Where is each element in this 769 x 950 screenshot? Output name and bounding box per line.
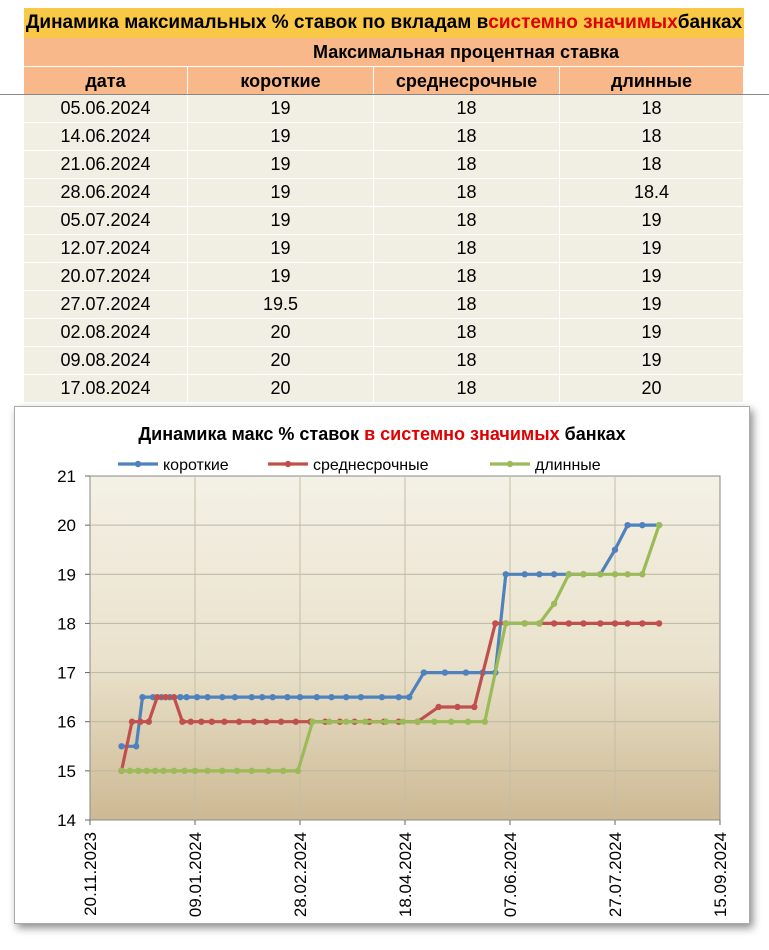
data-point-medium <box>435 704 441 710</box>
data-point-medium <box>154 694 160 700</box>
cell-date: 09.08.2024 <box>24 347 188 375</box>
data-point-long <box>152 768 158 774</box>
data-point-medium <box>236 719 242 725</box>
cell-long: 19 <box>560 319 744 347</box>
cell-date: 27.07.2024 <box>24 291 188 319</box>
table-row <box>24 375 744 403</box>
header-corner-cell <box>24 38 188 66</box>
y-tick-label: 16 <box>57 712 76 732</box>
legend-label-medium: среднесрочные <box>313 457 429 474</box>
data-point-short <box>624 522 630 528</box>
data-point-medium <box>263 719 269 725</box>
data-point-long <box>431 719 437 725</box>
cell-long: 19 <box>560 263 744 291</box>
data-point-long <box>204 768 210 774</box>
data-point-short <box>406 694 412 700</box>
data-point-long <box>580 571 586 577</box>
data-point-medium <box>146 719 152 725</box>
data-point-long <box>234 768 240 774</box>
chart-title-title-part1: Динамика макс % ставок <box>138 424 365 444</box>
data-point-long <box>160 768 166 774</box>
data-point-long <box>181 768 187 774</box>
table-row <box>24 347 744 375</box>
data-point-long <box>656 522 662 528</box>
data-point-long <box>414 719 420 725</box>
cell-date: 14.06.2024 <box>24 123 188 151</box>
data-point-short <box>284 694 290 700</box>
data-point-short <box>442 669 448 675</box>
cell-date: 02.08.2024 <box>24 319 188 347</box>
cell-date: 17.08.2024 <box>24 375 188 403</box>
cell-long: 19 <box>560 207 744 235</box>
data-point-long <box>326 719 332 725</box>
table-title-part1: Динамика максимальных % ставок по вкладам в <box>25 12 489 33</box>
data-point-long <box>503 620 509 626</box>
cell-short: 20 <box>188 375 374 403</box>
y-tick-label: 20 <box>57 516 76 536</box>
data-point-long <box>192 768 198 774</box>
data-point-medium <box>597 620 603 626</box>
data-point-medium <box>471 704 477 710</box>
chart-title <box>138 424 625 444</box>
cell-short: 20 <box>188 319 374 347</box>
cell-short: 19 <box>188 263 374 291</box>
cell-long: 19 <box>560 291 744 319</box>
data-point-medium <box>129 719 135 725</box>
data-point-short <box>232 694 238 700</box>
legend-marker-short <box>135 461 141 467</box>
cell-long: 18.4 <box>560 179 744 207</box>
data-point-long <box>280 768 286 774</box>
data-point-medium <box>624 620 630 626</box>
data-point-short <box>118 743 124 749</box>
data-point-short <box>358 694 364 700</box>
data-point-short <box>421 669 427 675</box>
data-point-long <box>249 768 255 774</box>
data-point-medium <box>198 719 204 725</box>
data-point-long <box>127 768 133 774</box>
chart-area <box>14 406 750 924</box>
data-point-short <box>463 669 469 675</box>
rates-table <box>24 95 744 403</box>
data-point-long <box>448 719 454 725</box>
data-point-long <box>135 768 141 774</box>
cell-short: 19 <box>188 123 374 151</box>
data-point-medium <box>492 620 498 626</box>
data-point-long <box>265 768 271 774</box>
cell-date: 12.07.2024 <box>24 235 188 263</box>
cell-short: 19 <box>188 207 374 235</box>
y-tick-label: 15 <box>57 761 76 781</box>
data-point-long <box>295 768 301 774</box>
data-point-medium <box>162 694 168 700</box>
data-point-long <box>362 719 368 725</box>
cell-short: 19 <box>188 151 374 179</box>
line-chart <box>15 407 749 923</box>
data-point-medium <box>580 620 586 626</box>
data-point-long <box>522 620 528 626</box>
x-tick-label: 15.09.2024 <box>711 832 730 918</box>
cell-short: 19 <box>188 235 374 263</box>
data-point-long <box>612 571 618 577</box>
data-point-long <box>219 768 225 774</box>
data-point-medium <box>551 620 557 626</box>
data-point-medium <box>278 719 284 725</box>
data-point-long <box>639 571 645 577</box>
data-point-long <box>536 620 542 626</box>
data-point-long <box>597 571 603 577</box>
x-tick-label: 09.01.2024 <box>186 832 205 918</box>
column-header-long: длинные <box>560 67 744 95</box>
data-point-short <box>219 694 225 700</box>
cell-medium: 18 <box>374 319 560 347</box>
cell-date: 20.07.2024 <box>24 263 188 291</box>
cell-short: 19 <box>188 179 374 207</box>
cell-medium: 18 <box>374 123 560 151</box>
data-point-long <box>171 768 177 774</box>
data-point-short <box>396 694 402 700</box>
cell-long: 18 <box>560 123 744 151</box>
table-row <box>24 151 744 179</box>
cell-short: 19.5 <box>188 291 374 319</box>
data-point-long <box>482 719 488 725</box>
data-point-short <box>270 694 276 700</box>
data-point-long <box>566 571 572 577</box>
data-point-short <box>328 694 334 700</box>
legend-marker-medium <box>285 461 291 467</box>
data-point-medium <box>639 620 645 626</box>
y-tick-label: 18 <box>57 614 76 634</box>
x-tick-label: 28.02.2024 <box>291 832 310 918</box>
data-point-medium <box>612 620 618 626</box>
chart-title-title-part2: банках <box>559 424 626 444</box>
data-point-short <box>183 694 189 700</box>
cell-long: 19 <box>560 235 744 263</box>
data-point-medium <box>656 620 662 626</box>
column-header-row <box>24 67 744 95</box>
table-row <box>24 263 744 291</box>
table-row <box>24 179 744 207</box>
data-point-medium <box>137 719 143 725</box>
data-point-long <box>400 719 406 725</box>
data-point-medium <box>221 719 227 725</box>
data-point-short <box>177 694 183 700</box>
data-point-long <box>144 768 150 774</box>
data-point-short <box>379 694 385 700</box>
cell-long: 18 <box>560 151 744 179</box>
cell-medium: 18 <box>374 263 560 291</box>
data-point-long <box>624 571 630 577</box>
data-point-medium <box>251 719 257 725</box>
data-point-short <box>522 571 528 577</box>
table-row <box>24 207 744 235</box>
y-tick-label: 14 <box>57 811 76 830</box>
cell-medium: 18 <box>374 207 560 235</box>
data-point-long <box>383 719 389 725</box>
cell-date: 05.06.2024 <box>24 95 188 123</box>
data-point-short <box>536 571 542 577</box>
cell-long: 20 <box>560 375 744 403</box>
cell-short: 20 <box>188 347 374 375</box>
cell-date: 28.06.2024 <box>24 179 188 207</box>
data-point-short <box>639 522 645 528</box>
table-title-part2: банках <box>677 12 743 33</box>
cell-medium: 18 <box>374 151 560 179</box>
data-point-short <box>194 694 200 700</box>
data-point-short <box>139 694 145 700</box>
cell-medium: 18 <box>374 179 560 207</box>
column-header-medium: среднесрочные <box>374 67 560 95</box>
data-point-medium <box>171 694 177 700</box>
data-point-short <box>204 694 210 700</box>
cell-long: 19 <box>560 347 744 375</box>
cell-medium: 18 <box>374 235 560 263</box>
table-title-highlight: системно значимых <box>488 12 678 33</box>
cell-medium: 18 <box>374 375 560 403</box>
data-point-short <box>259 694 265 700</box>
data-point-medium <box>454 704 460 710</box>
data-point-medium <box>188 719 194 725</box>
legend-marker-long <box>507 461 513 467</box>
table-title <box>24 8 744 38</box>
table-row <box>24 291 744 319</box>
x-tick-label: 27.07.2024 <box>606 832 625 918</box>
cell-medium: 18 <box>374 291 560 319</box>
data-point-short <box>249 694 255 700</box>
chart-title-title-highlight: в системно значимых <box>364 424 560 444</box>
cell-medium: 18 <box>374 95 560 123</box>
x-tick-label: 07.06.2024 <box>501 832 520 918</box>
data-point-long <box>465 719 471 725</box>
data-point-short <box>297 694 303 700</box>
data-point-long <box>343 719 349 725</box>
table-row <box>24 95 744 123</box>
cell-medium: 18 <box>374 347 560 375</box>
data-point-long <box>551 601 557 607</box>
data-point-long <box>309 719 315 725</box>
data-point-medium <box>179 719 185 725</box>
data-point-short <box>343 694 349 700</box>
data-point-short <box>612 547 618 553</box>
table-row <box>24 319 744 347</box>
data-point-short <box>551 571 557 577</box>
table-row <box>24 235 744 263</box>
x-tick-label: 18.04.2024 <box>396 832 415 918</box>
data-point-medium <box>566 620 572 626</box>
data-point-short <box>503 571 509 577</box>
group-header: Максимальная процентная ставка <box>188 38 744 66</box>
data-point-medium <box>293 719 299 725</box>
legend-label-short: короткие <box>163 457 229 474</box>
y-tick-label: 21 <box>57 467 76 486</box>
column-header-short: короткие <box>188 67 374 95</box>
data-point-long <box>118 768 124 774</box>
data-point-short <box>133 743 139 749</box>
y-tick-label: 19 <box>57 565 76 585</box>
data-point-short <box>314 694 320 700</box>
cell-long: 18 <box>560 95 744 123</box>
cell-date: 05.07.2024 <box>24 207 188 235</box>
y-tick-label: 17 <box>57 663 76 683</box>
x-tick-label: 20.11.2023 <box>81 832 100 916</box>
cell-short: 19 <box>188 95 374 123</box>
cell-date: 21.06.2024 <box>24 151 188 179</box>
legend-label-long: длинные <box>535 457 601 474</box>
data-point-medium <box>209 719 215 725</box>
table-row <box>24 123 744 151</box>
column-header-date: дата <box>24 67 188 95</box>
